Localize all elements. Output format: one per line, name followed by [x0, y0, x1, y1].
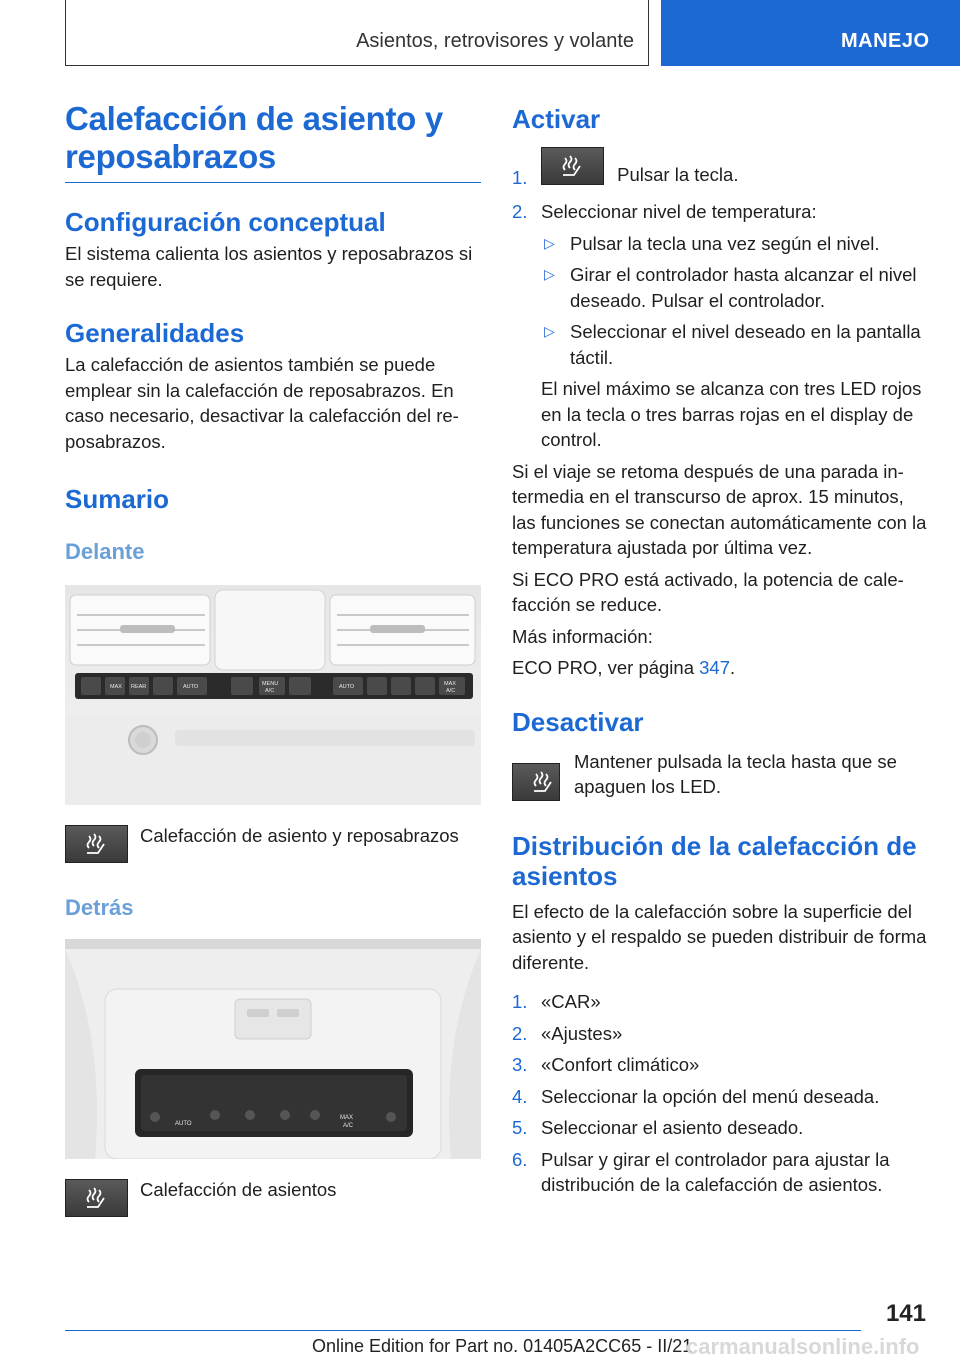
option-text: Pulsar la tecla una vez según el nivel. — [570, 232, 880, 254]
right-column — [512, 100, 932, 1198]
paragraph-distribution: El efecto de la calefacción sobre la superficie del asiento y el respaldo se pueden distribuir de forma diferente. — [512, 900, 927, 973]
step-number: 4. — [512, 1085, 528, 1107]
distribution-step — [512, 1147, 932, 1198]
step-number: 2. — [512, 201, 528, 222]
front-console-drawing — [65, 585, 481, 805]
caption-rear: Calefacción de asientos — [140, 1179, 337, 1200]
paragraph-more-info: Más información: — [512, 625, 653, 647]
step-number: 1. — [512, 167, 528, 188]
front-label-auto-right: AUTO — [339, 684, 355, 690]
header-section-title: Asientos, retrovisores y volante — [356, 30, 634, 52]
left-column — [65, 100, 481, 1217]
note-max-level: El nivel máximo se alcanza con tres LED rojos en la tecla o tres barras rojas en el display de control. — [541, 378, 922, 450]
seat-heating-icon — [65, 825, 128, 863]
step-text: «Confort climático» — [541, 1054, 700, 1075]
step-text: Seleccionar la opción del menú deseada. — [541, 1085, 880, 1107]
heading-general: Generalidades — [65, 318, 245, 348]
paragraph-deactivate: Mantener pulsada la tecla hasta que se apaguen los LED. — [573, 750, 897, 797]
distribution-steps — [512, 989, 932, 1198]
front-legend-row — [65, 825, 481, 863]
front-label-max-right: MAX — [444, 681, 456, 687]
paragraph-reference — [512, 655, 932, 681]
distribution-step — [512, 1084, 932, 1110]
reference-text: ECO PRO, ver página — [512, 657, 700, 678]
option-item — [541, 319, 932, 370]
title-rule — [65, 182, 481, 183]
front-label-rear: REAR — [131, 684, 147, 690]
triangle-bullet-icon: ▷ — [544, 266, 555, 282]
front-label-ac-center: A/C — [265, 688, 275, 694]
header-chapter-label: MANEJO — [841, 30, 930, 52]
front-label-ac-right: A/C — [446, 688, 456, 694]
paragraph-concept: El sistema calienta los asientos y reposabrazos si se requiere. — [65, 243, 473, 290]
step-number: 3. — [512, 1054, 528, 1075]
heading-rear: Detrás — [65, 895, 134, 920]
distribution-step — [512, 989, 932, 1015]
rear-legend-row — [65, 1179, 481, 1217]
rear-label-max: MAX — [340, 1115, 354, 1121]
footer-rule — [65, 1330, 861, 1331]
rear-console-drawing — [65, 939, 481, 1159]
triangle-bullet-icon: ▷ — [544, 234, 555, 251]
footer-edition: Online Edition for Part no. 01405A2CC65 - II/21 — [312, 1336, 693, 1356]
activate-step-2-text: Seleccionar nivel de temperatura: — [541, 201, 817, 222]
header-chapter-tab[interactable] — [661, 0, 960, 66]
front-label-menu: MENU — [262, 681, 279, 687]
distribution-step — [512, 1052, 932, 1078]
step-number: 6. — [512, 1148, 528, 1170]
distribution-step — [512, 1115, 932, 1141]
distribution-step — [512, 1021, 932, 1047]
option-text: Girar el controlador hasta alcanzar el nivel deseado. Pulsar el controlador. — [570, 264, 917, 311]
seat-heating-icon — [65, 1179, 128, 1217]
activate-step-2 — [512, 199, 932, 225]
heading-distribution: Distribución de la calefacción de asientos — [512, 830, 917, 891]
paragraph-eco: Si ECO PRO está activado, la potencia de cale-facción se reduce. — [512, 568, 904, 615]
heading-deactivate: Desactivar — [512, 706, 644, 737]
step-text: «Ajustes» — [541, 1022, 623, 1044]
front-console-image — [65, 585, 481, 805]
rear-console-image — [65, 939, 481, 1159]
option-item — [541, 231, 932, 257]
step-text: «CAR» — [541, 991, 601, 1012]
rear-label-ac: A/C — [343, 1123, 354, 1129]
activate-steps — [512, 147, 932, 225]
step-number: 5. — [512, 1117, 528, 1138]
page-number: 141 — [885, 1300, 926, 1327]
triangle-bullet-icon: ▷ — [544, 323, 555, 339]
rear-label-auto: AUTO — [175, 1121, 192, 1127]
caption-front: Calefacción de asiento y reposabrazos — [140, 825, 459, 846]
step-text: Pulsar y girar el controlador para ajustar la distribución de la calefacción de asientos. — [541, 1148, 890, 1195]
page-title: Calefacción de asiento y reposabrazos — [65, 100, 443, 175]
activate-step-1-text: Pulsar la tecla. — [617, 163, 739, 185]
heading-summary: Sumario — [65, 484, 170, 514]
step-number: 2. — [512, 1022, 528, 1044]
seat-heating-icon — [512, 763, 560, 801]
seat-heating-icon — [541, 147, 604, 185]
front-label-max: MAX — [110, 684, 122, 690]
step-number: 1. — [512, 991, 528, 1012]
step-text: Seleccionar el asiento deseado. — [541, 1117, 804, 1138]
header-section-box — [65, 0, 649, 66]
paragraph-resume: Si el viaje se retoma después de una parada in-termedia en el transcurso de aprox. 15 minutos, las funciones se conectan automáticamente con la temperatura ajustada por última vez. — [512, 460, 927, 558]
temperature-options — [541, 231, 932, 371]
deactivate-row — [512, 749, 932, 801]
option-item — [541, 262, 932, 313]
page-link-347[interactable]: 347 — [699, 657, 731, 678]
heading-activate: Activar — [512, 104, 601, 134]
heading-concept: Configuración conceptual — [65, 207, 386, 237]
watermark-text: carmanualsonline.info — [686, 1334, 920, 1359]
front-label-auto-left: AUTO — [183, 684, 199, 690]
paragraph-general: La calefacción de asientos también se puede emplear sin la calefacción de reposabrazos. En caso necesario, desactivar la calefacción del re-posabrazos. — [65, 354, 459, 452]
heading-front: Delante — [65, 539, 145, 564]
activate-step-1 — [512, 147, 932, 188]
option-text: Seleccionar el nivel deseado en la pantalla táctil. — [570, 321, 921, 368]
reference-end: . — [730, 657, 736, 678]
